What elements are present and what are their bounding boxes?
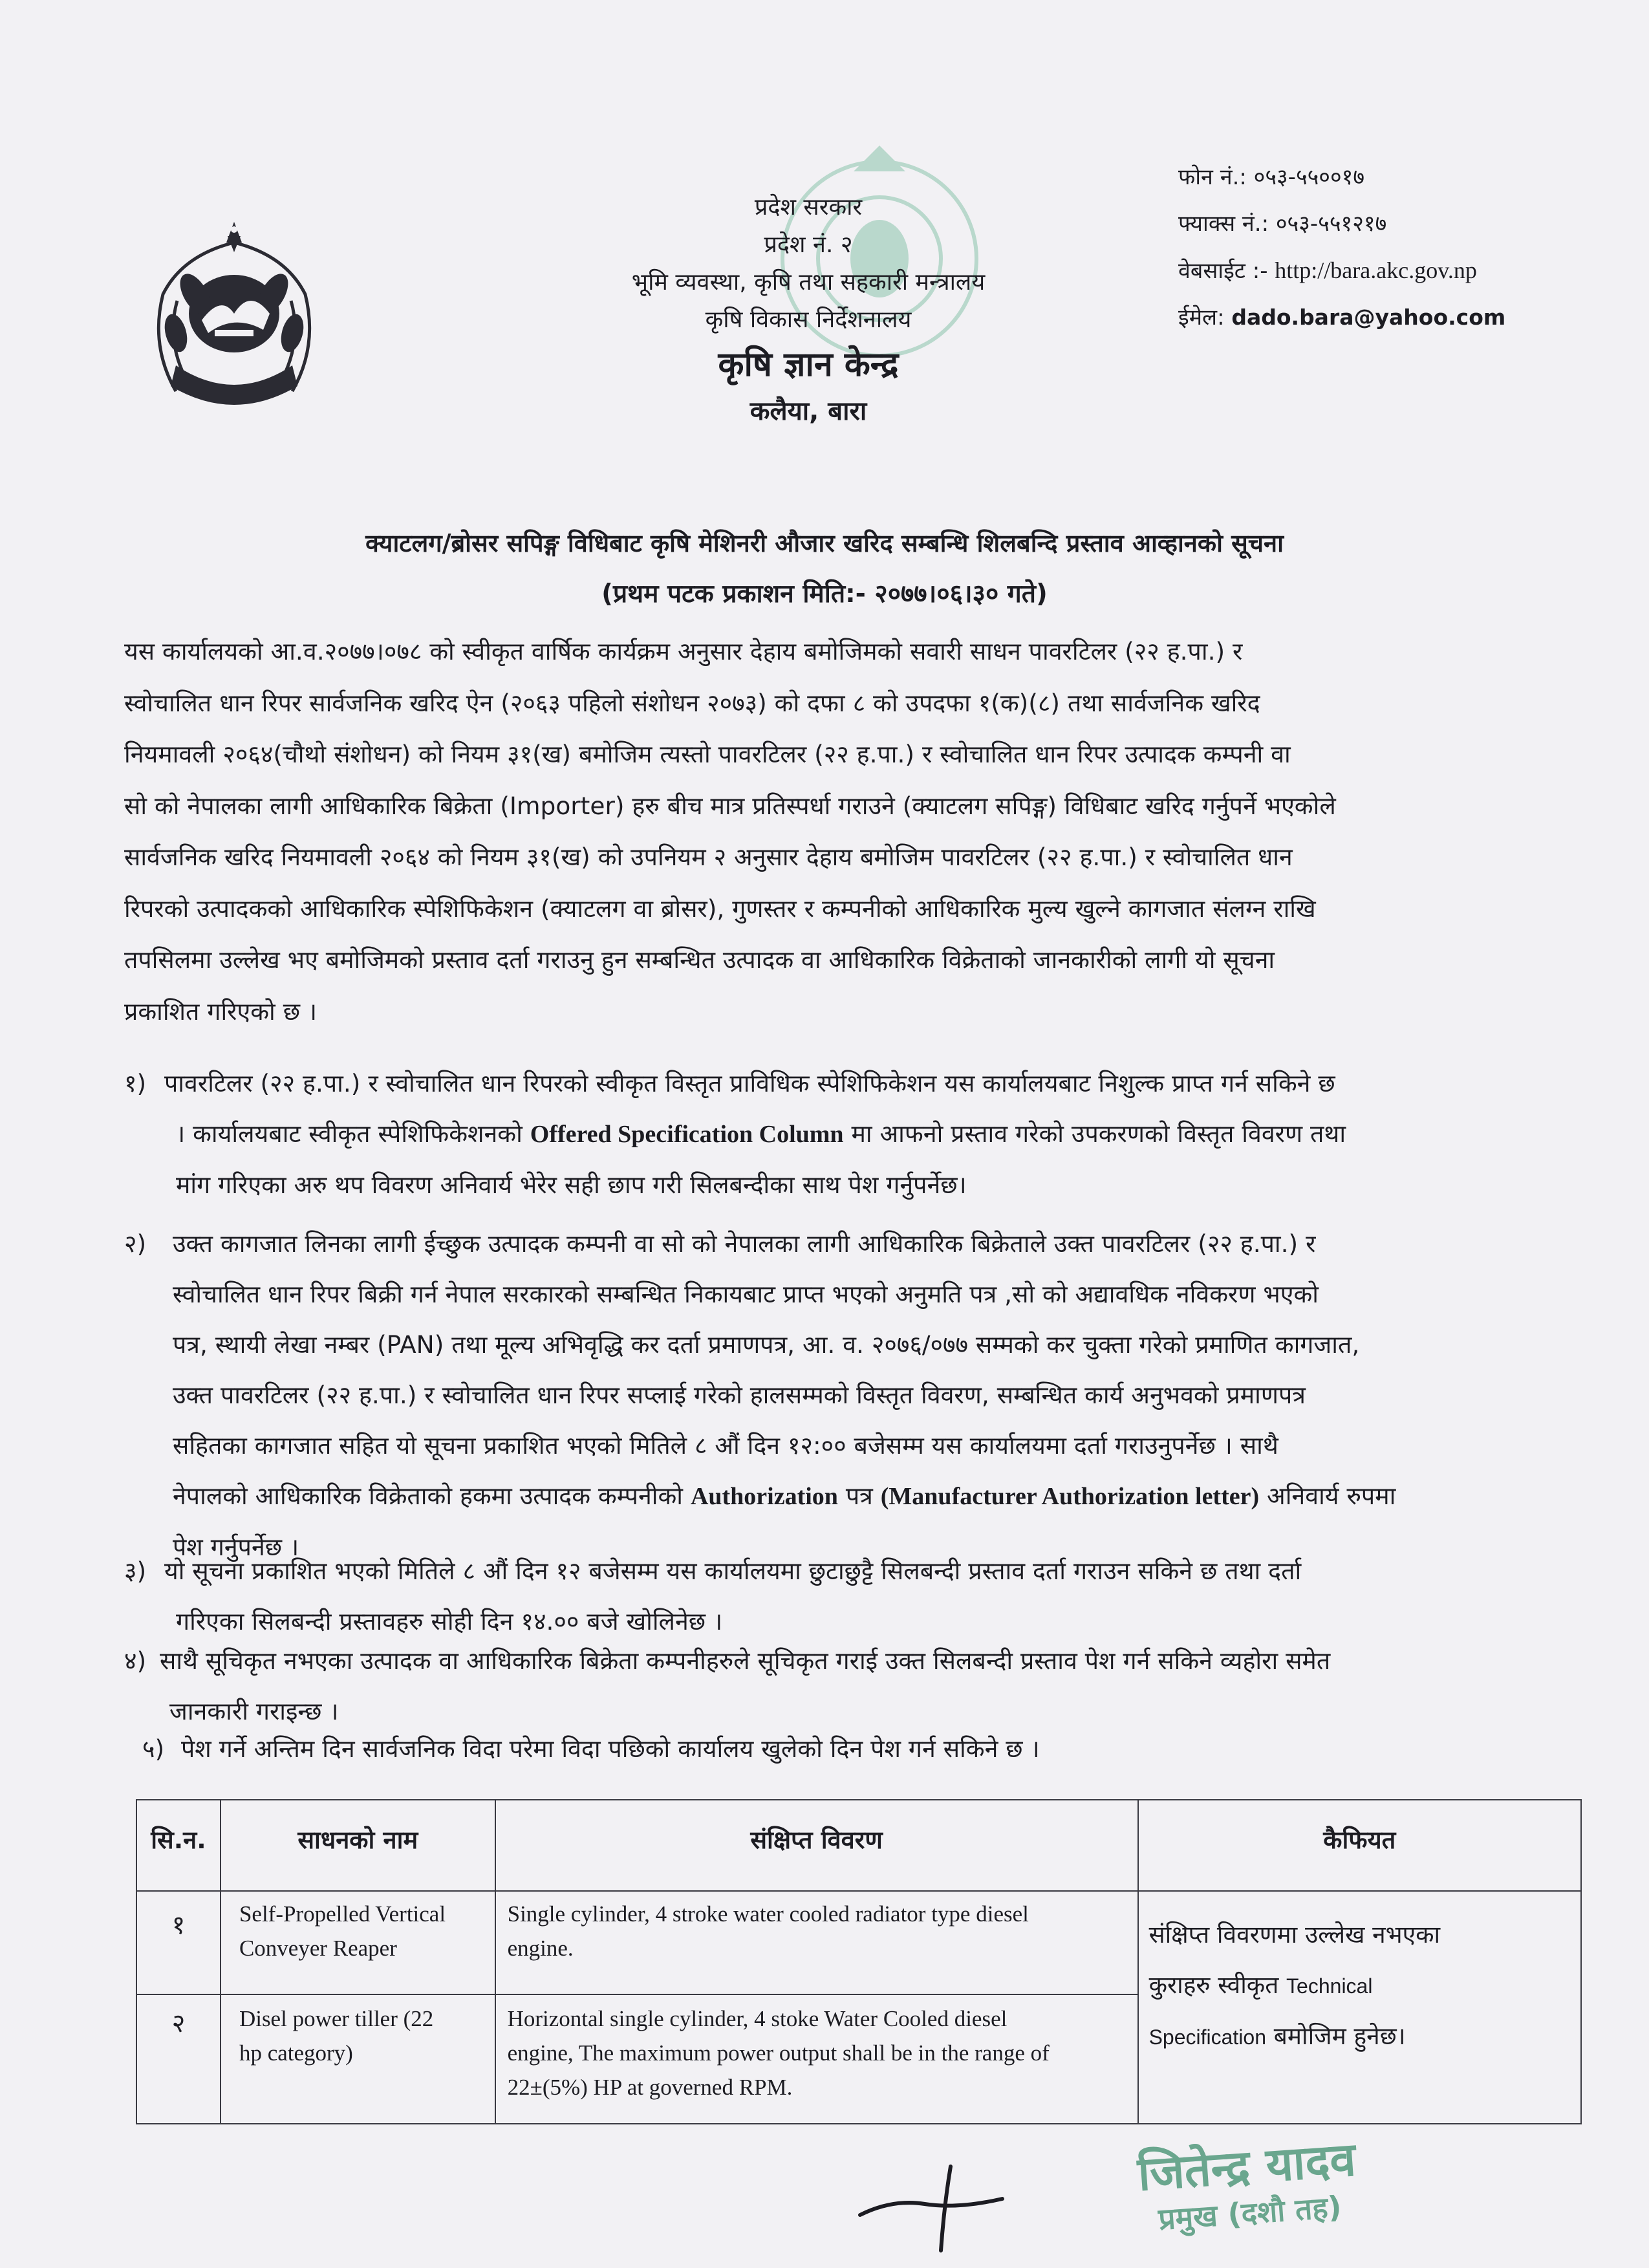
email-link[interactable]: dado.bara@yahoo.com: [1231, 305, 1506, 330]
contact-block: [1178, 154, 1631, 341]
govt-line: प्रदेश सरकार: [754, 194, 863, 221]
point-3: [124, 1546, 1579, 1647]
point-line: पावरटिलर (२२ ह.पा.) र स्वोचालित धान रिपरको स्वीकृत विस्तृत प्राविधिक स्पेशिफिकेशन यस कार्यालयबाट निशुल्क प्राप्त गर्न सकिने छ: [164, 1069, 1335, 1097]
point-line: यो सूचना प्रकाशित भएको मितिले ८ औं दिन १२ बजेसम्म यस कार्यालयमा छुटाछुट्टै सिलबन्दी प्रस्ताव दर्ता गराउन सकिने छ तथा दर्ता: [164, 1557, 1302, 1585]
intro-line: रिपरको उत्पादकको आधिकारिक स्पेशिफिकेशन (क्याटलग वा ब्रोसर), गुणस्तर र कम्पनीको आधिकारिक मुल्य खुल्ने कागजात संलग्न राखि: [124, 894, 1316, 923]
point-1: [124, 1058, 1579, 1210]
notice-title: क्याटलग/ब्रोसर सपिङ्ग विधिबाट कृषि मेशिनरी औजार खरिद सम्बन्धि शिलबन्दि प्रस्ताव आव्हानको सूचना: [365, 529, 1284, 557]
stamp-officer-name: जितेन्द्र यादव: [1136, 2132, 1358, 2201]
directorate-name: कृषि विकास निर्देशनालय: [705, 307, 912, 333]
point-line: सहितका कागजात सहित यो सूचना प्रकाशित भएको मितिले ८ औं दिन १२:०० बजेसम्म यस कार्यालयमा दर्ता गराउनुपर्नेछ । साथै: [173, 1431, 1278, 1460]
province-line: प्रदेश नं. २: [764, 232, 853, 258]
point-line: पेश गर्ने अन्तिम दिन सार्वजनिक विदा परेमा विदा पछिको कार्यालय खुलेको दिन पेश गर्न सकिने छ ।: [181, 1734, 1040, 1763]
point-line: जानकारी गराइन्छ ।: [169, 1697, 339, 1725]
point-line: साथै सूचिकृत नभएका उत्पादक वा आधिकारिक बिक्रेता कम्पनीहरुले सूचिकृत गराई उक्त सिलबन्दी प्रस्ताव पेश गर्न सकिने व्यहोरा समेत: [160, 1647, 1331, 1675]
officer-stamp: [1097, 2129, 1400, 2243]
office-name: कृषि ज्ञान केन्द्र: [718, 345, 899, 384]
ministry-name: भूमि व्यवस्था, कृषि तथा सहकारी मन्त्रालय: [631, 269, 986, 296]
intro-line: प्रकाशित गरिएको छ ।: [124, 997, 318, 1026]
point-line: उक्त पावरटिलर (२२ ह.पा.) र स्वोचालित धान रिपर सप्लाई गरेको हालसम्मको विस्तृत विवरण, सम्बन्धित कार्य अनुभवको प्रमाणपत्र: [173, 1381, 1306, 1409]
intro-line: सार्वजनिक खरिद नियमावली २०६४ को नियम ३१(ख) को उपनियम २ अनुसार देहाय बमोजिम पावरटिलर (२२ ह.पा.) र स्वोचालित धान: [124, 843, 1293, 871]
authorization-term: Authorization: [690, 1483, 838, 1510]
point-5: [142, 1723, 1565, 1774]
point-number: १): [124, 1069, 147, 1097]
point-line: स्वोचालित धान रिपर बिक्री गर्न नेपाल सरकारको सम्बन्धित निकायबाट प्राप्त भएको अनुमति पत्र ,सो को अद्यावधिक नविकरण भएको: [173, 1280, 1319, 1308]
table-header-row: [136, 1800, 1581, 1891]
point-line: नेपालको आधिकारिक विक्रेताको हकमा उत्पादक कम्पनीको Authorization पत्र (Manufacturer Authorization letter) अनिवार्य रुपमा: [173, 1482, 1396, 1510]
email-label: ईमेल:: [1178, 305, 1232, 330]
description-cell: Single cylinder, 4 stroke water cooled radiator type diesel engine.: [495, 1891, 1138, 1994]
point-line: मांग गरिएका अरु थप विवरण अनिवार्य भेरेर सही छाप गरी सिलबन्दीका साथ पेश गर्नुपर्नेछ।: [176, 1171, 967, 1199]
manufacturer-letter-term: (Manufacturer Authorization letter): [880, 1483, 1260, 1510]
intro-line: स्वोचालित धान रिपर सार्वजनिक खरिद ऐन (२०६३ पहिलो संशोधन २०७३) को दफा ८ को उपदफा १(क)(८) तथा सार्वजनिक खरिद: [124, 688, 1260, 717]
intro-line: तपसिलमा उल्लेख भए बमोजिमको प्रस्ताव दर्ता गराउनु हुन सम्बन्धित उत्पादक वा आधिकारिक विक्रेताको जानकारीको लागी यो सूचना: [124, 945, 1275, 974]
intro-line: नियमावली २०६४(चौथो संशोधन) को नियम ३१(ख) बमोजिम त्यस्तो पावरटिलर (२२ ह.पा.) र स्वोचालित धान रिपर उत्पादक कम्पनी वा: [124, 740, 1291, 768]
serial-cell: २: [136, 1994, 221, 2124]
intro-line: सो को नेपालका लागी आधिकारिक बिक्रेता (Importer) हरु बीच मात्र प्रतिस्पर्धा गराउने (क्याटलग सपिङ्ग) विधिबाट खरिद गर्नुपर्ने भएकोले: [124, 791, 1336, 820]
col-description-header: संक्षिप्त विवरण: [495, 1800, 1138, 1891]
col-serial-header: सि.न.: [136, 1800, 221, 1891]
intro-line: यस कार्यालयको आ.व.२०७७।०७८ को स्वीकृत वार्षिक कार्यक्रम अनुसार देहाय बमोजिमको सवारी साधन पावरटिलर (२२ ह.पा.) र: [124, 637, 1243, 665]
point-number: ३): [124, 1557, 147, 1585]
phone-number: फोन नं.: ०५३-५५००१७: [1178, 164, 1365, 190]
col-remarks-header: कैफियत: [1138, 1800, 1581, 1891]
stamp-designation: प्रमुख (दशौ तह): [1157, 2189, 1343, 2237]
col-item-name-header: साधनको नाम: [221, 1800, 495, 1891]
letterhead: [485, 189, 1132, 432]
item-name-cell: Disel power tiller (22 hp category): [221, 1994, 495, 2124]
equipment-table: [136, 1799, 1582, 2124]
point-line: पत्र, स्थायी लेखा नम्बर (PAN) तथा मूल्य अभिवृद्धि कर दर्ता प्रमाणपत्र, आ. व. २०७६/०७७ सम्मको कर चुक्ता गरेको प्रमाणित कागजात,: [173, 1330, 1360, 1359]
description-cell: Horizontal single cylinder, 4 stoke Water Cooled diesel engine, The maximum power output shall be in the range of 22±(5%) HP at governed RPM.: [495, 1994, 1138, 2124]
table-row: [136, 1891, 1581, 1994]
office-location: कलैया, बारा: [749, 396, 867, 426]
publication-date: (प्रथम पटक प्रकाशन मिति:- २०७७।०६।३० गते): [601, 579, 1048, 609]
point-4: [124, 1636, 1579, 1736]
point-number: ४): [124, 1647, 147, 1675]
offered-spec-column-term: Offered Specification Column: [530, 1121, 844, 1148]
intro-paragraph: [124, 626, 1579, 1037]
remarks-cell: संक्षिप्त विवरणमा उल्लेख नभएका कुराहरु स्वीकृत Technical Specification बमोजिम हुनेछ।: [1138, 1891, 1581, 2124]
website-label: वेबसाईट :-: [1178, 258, 1275, 284]
fax-number: फ्याक्स नं.: ०५३-५५१२१७: [1178, 211, 1387, 237]
point-line: गरिएका सिलबन्दी प्रस्तावहरु सोही दिन १४.०० बजे खोलिनेछ ।: [176, 1607, 723, 1636]
point-2: [124, 1218, 1579, 1572]
point-line: । कार्यालयबाट स्वीकृत स्पेशिफिकेशनको Offered Specification Column मा आफनो प्रस्ताव गरेको उपकरणको विस्तृत विवरण तथा: [176, 1119, 1346, 1148]
nepal-emblem-icon: [137, 217, 331, 424]
website-link[interactable]: http://bara.akc.gov.np: [1275, 257, 1477, 283]
serial-cell: १: [136, 1891, 221, 1994]
point-line: पेश गर्नुपर्नेछ ।: [173, 1533, 299, 1561]
item-name-cell: Self-Propelled Vertical Conveyer Reaper: [221, 1891, 495, 1994]
point-number: ५): [142, 1734, 165, 1763]
point-number: २): [124, 1229, 147, 1258]
website-row: [1178, 247, 1631, 294]
handwritten-signature-icon: [854, 2154, 1022, 2257]
point-line: उक्त कागजात लिनका लागी ईच्छुक उत्पादक कम्पनी वा सो को नेपालका लागी आधिकारिक बिक्रेताले उक्त पावरटिलर (२२ ह.पा.) र: [173, 1229, 1316, 1258]
email-row: [1178, 294, 1631, 341]
